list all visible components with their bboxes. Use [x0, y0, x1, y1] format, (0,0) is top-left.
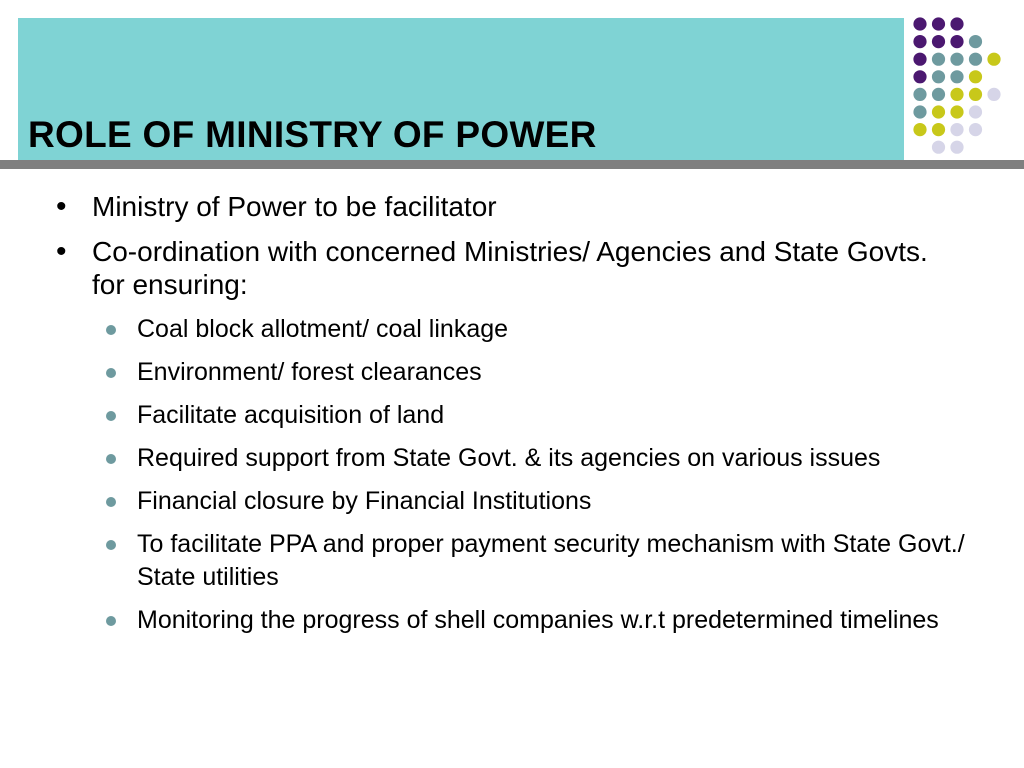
decorative-dot	[932, 141, 945, 154]
decorative-dot	[950, 70, 963, 83]
decorative-dot	[913, 53, 926, 66]
decorative-dot	[950, 105, 963, 118]
decorative-dot	[932, 123, 945, 136]
decorative-dot	[969, 123, 982, 136]
sub-bullet-dot-icon	[106, 616, 116, 626]
decorative-dot	[913, 17, 926, 30]
decorative-dot	[950, 88, 963, 101]
sub-bullet-text: Monitoring the progress of shell companies w.r.t predetermined timelines	[137, 606, 939, 634]
decorative-dot	[987, 53, 1000, 66]
decorative-dot	[932, 105, 945, 118]
decorative-dot	[913, 70, 926, 83]
sub-bullet-dot-icon	[106, 454, 116, 464]
sub-bullet-item	[0, 399, 987, 432]
decorative-dot	[932, 17, 945, 30]
bullet-item	[0, 235, 952, 301]
sub-bullet-item	[0, 485, 987, 518]
bullet-icon: •	[56, 235, 67, 268]
sub-bullet-text: Environment/ forest clearances	[137, 358, 482, 386]
sub-bullet-dot-icon	[106, 368, 116, 378]
sub-bullet-item	[0, 528, 987, 594]
decorative-dot	[932, 70, 945, 83]
sub-bullet-dot-icon	[106, 540, 116, 550]
decorative-dot	[969, 70, 982, 83]
sub-bullet-dot-icon	[106, 411, 116, 421]
decorative-dot	[913, 105, 926, 118]
decorative-dot	[987, 88, 1000, 101]
sub-bullet-item	[0, 313, 987, 346]
decorative-dot	[913, 35, 926, 48]
slide-content	[0, 190, 1024, 647]
decorative-dot	[950, 53, 963, 66]
bullet-text: Co-ordination with concerned Ministries/ Agencies and State Govts. for ensuring:	[92, 236, 928, 300]
sub-bullet-item	[0, 604, 987, 637]
decorative-dot	[969, 105, 982, 118]
decorative-dot	[950, 123, 963, 136]
sub-bullet-list	[0, 313, 1024, 637]
decorative-dot	[950, 35, 963, 48]
sub-bullet-text: Required support from State Govt. & its agencies on various issues	[137, 444, 881, 472]
sub-bullet-text: To facilitate PPA and proper payment security mechanism with State Govt./ State utilities	[137, 530, 965, 591]
decorative-dot	[969, 88, 982, 101]
title-divider	[0, 160, 1024, 169]
decorative-dot	[969, 35, 982, 48]
sub-bullet-text: Financial closure by Financial Institutions	[137, 487, 592, 515]
sub-bullet-text: Coal block allotment/ coal linkage	[137, 315, 509, 343]
decorative-dot	[913, 88, 926, 101]
decorative-dot	[913, 123, 926, 136]
bullet-text: Ministry of Power to be facilitator	[92, 191, 497, 222]
decorative-dot	[932, 88, 945, 101]
sub-bullet-dot-icon	[106, 325, 116, 335]
sub-bullet-item	[0, 356, 987, 389]
sub-bullet-dot-icon	[106, 497, 116, 507]
slide-title: ROLE OF MINISTRY OF POWER	[28, 114, 597, 155]
decorative-dot	[932, 35, 945, 48]
bullet-icon: •	[56, 190, 67, 223]
decorative-dot	[932, 53, 945, 66]
decorative-dot	[950, 141, 963, 154]
decorative-dot	[969, 53, 982, 66]
sub-bullet-text: Facilitate acquisition of land	[137, 401, 445, 429]
sub-bullet-item	[0, 442, 987, 475]
bullet-item	[0, 190, 952, 223]
decorative-dot	[950, 17, 963, 30]
